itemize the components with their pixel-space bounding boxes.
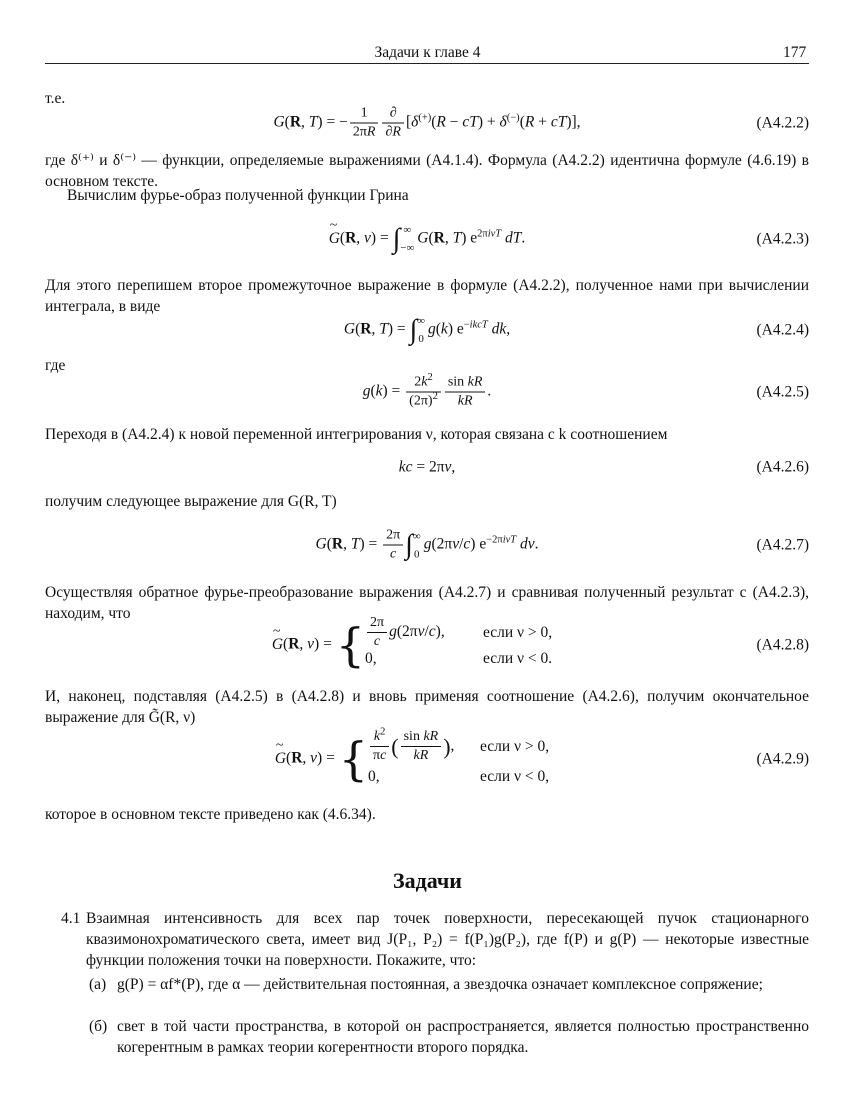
problem-item-text: g(P) = αf*(P), где α — действительная постоянная, а звездочка означает комплексное сопряжение; <box>117 976 763 993</box>
equation-number: (A4.2.6) <box>756 458 809 476</box>
paragraph-get-expression: получим следующее выражение для G(R, T) <box>45 493 337 510</box>
equation-a4-2-5 <box>45 372 809 412</box>
equation-number: (A4.2.8) <box>756 636 809 654</box>
equation-a4-2-9 <box>45 725 809 790</box>
section-title: Задачи <box>393 868 462 893</box>
equation-number: (A4.2.2) <box>756 114 809 132</box>
equation-a4-2-6 <box>45 447 809 487</box>
equation-a4-2-3 <box>45 218 809 260</box>
page-number: 177 <box>783 44 807 61</box>
equation-formula: ~ G(R, ν) = { $\frac{k^2}{\pi c}$ ( $\frac{\text{sin kR}}{kR}$ ), если ν > 0, 0, если ν < 0, <box>45 729 809 789</box>
equation-a4-2-2 <box>45 103 809 143</box>
paragraph-where: где <box>45 357 66 374</box>
paragraph-compute-fourier: Вычислим фурье-образ полученной функции Грина <box>67 187 409 204</box>
paragraph-finally: И, наконец, подставляя (A4.2.5) в (A4.2.8) и вновь применяя соотношение (A4.2.6), получим окончательное выражение для G̃(R, ν) <box>45 688 809 726</box>
paragraph-inverse-transform: Осуществляя обратное фурье-преобразование выражения (A4.2.7) и сравнивая полученный результат с (A4.2.3), находим, что <box>45 584 809 622</box>
equation-formula: ~ G(R, ν) = ∫ ∞ −∞ G(R, T) $e^{2\pi i\nu T}$ dT. <box>45 221 809 257</box>
equation-number: (A4.2.4) <box>756 321 809 339</box>
problem-number: 4.1 <box>61 910 81 927</box>
equation-a4-2-7 <box>45 523 809 567</box>
paragraph-passing: Переходя в (A4.2.4) к новой переменной интегрирования ν, которая связана с k соотношением <box>45 426 668 443</box>
problem-item-label: (б) <box>89 1018 108 1035</box>
paragraph-te: т.е. <box>45 90 66 107</box>
header-rule <box>45 63 809 64</box>
condition-positive: если ν > 0, <box>482 623 553 641</box>
equation-formula: G(R, T) = − $\frac{1}{2\pi R}$ $\frac{\partial}{\partial R}$ [δ(+)(R − cT) + δ(−)(R + cT)], <box>273 105 581 140</box>
paragraph-rewrite: Для этого перепишем второе промежуточное выражение в формуле (A4.2.2), полученное нами при вычислении интеграла, в виде <box>45 277 809 315</box>
running-header-title: Задачи к главе 4 <box>374 44 481 61</box>
problem-text: Взаимная интенсивность для всех пар точек поверхности, пересекающей пучок стационарного квазимонохроматического света, имеет вид J(P₁, P₂) = f(P₁)g(P₂), где f(P) и g(P) — некоторые известные функции положения точки на поверхности. Покажите, что: <box>86 910 809 969</box>
equation-a4-2-8 <box>45 614 809 673</box>
condition-negative: если ν < 0, <box>479 767 550 785</box>
condition-positive: если ν > 0, <box>479 737 550 755</box>
equation-formula: G(R, T) = ∫ ∞ 0 g(k) $e^{-ikcT}$ dk, <box>343 314 511 346</box>
equation-number: (A4.2.5) <box>756 383 809 401</box>
equation-formula: g(k) = $\frac{2k^2}{(2\pi)^2}$ $\frac{\text{sin kR}}{kR}$ . <box>362 371 492 409</box>
equation-number: (A4.2.7) <box>756 536 809 554</box>
equation-a4-2-4 <box>45 310 809 350</box>
equation-number: (A4.2.3) <box>756 230 809 248</box>
equation-formula: kc = 2πν, <box>398 458 456 476</box>
equation-number: (A4.2.9) <box>756 750 809 768</box>
condition-negative: если ν < 0. <box>482 649 553 667</box>
problem-item-text: свет в той части пространства, в которой он распространяется, является полностью пространственно когерентным в рамках теории когерентности второго порядка. <box>117 1018 809 1056</box>
equation-formula: G(R, T) = $\frac{2\pi}{c}$ ∫ ∞ 0 g(2πν/c) $e^{-2\pi i\nu T}$ dν. <box>315 527 539 562</box>
paragraph-where-delta: где δ⁽⁺⁾ и δ⁽⁻⁾ — функции, определяемые выражениями (A4.1.4). Формула (A4.2.2) идентична формуле (4.6.19) в основном тексте. <box>45 152 809 190</box>
problem-item-label: (а) <box>89 976 107 993</box>
paragraph-given-as: которое в основном тексте приведено как (4.6.34). <box>45 806 376 823</box>
equation-formula: ~ G(R, ν) = { $\frac{2\pi}{c}$ g(2πν/c), если ν > 0, 0, если ν < 0. <box>45 619 809 671</box>
